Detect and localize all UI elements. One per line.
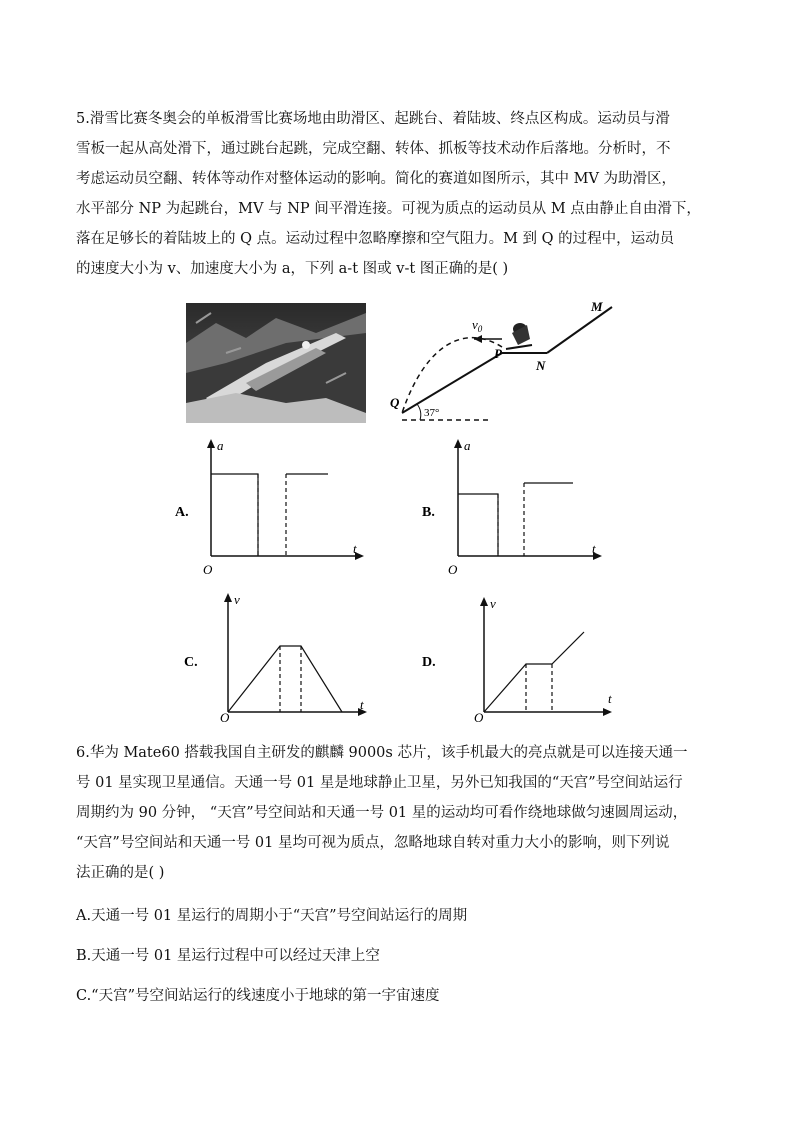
- velocity-arrowhead: [474, 335, 482, 343]
- y-axis-arrowhead: [207, 439, 215, 448]
- y-axis-label: v: [234, 592, 240, 607]
- origin-label: O: [474, 710, 484, 725]
- y-axis-label: a: [217, 438, 224, 453]
- origin-label: O: [220, 710, 230, 725]
- slope-diagram: [372, 295, 617, 430]
- skier-figure: [506, 323, 532, 349]
- trajectory-curve: [402, 338, 502, 413]
- point-m-label: M: [591, 299, 603, 314]
- origin-label: O: [448, 562, 458, 577]
- point-n-label: N: [536, 358, 546, 373]
- angle-label: 37°: [424, 407, 440, 419]
- option-a-letter: A.: [175, 505, 189, 520]
- question-5-line: 水平部分 NP 为起跳台，MV 与 NP 间平滑连接。可视为质点的运动员从 M 点由静止自由滑下，: [76, 201, 701, 217]
- question-6-line: 6.华为 Mate60 搭载我国自主研发的麒麟 9000s 芯片，该手机最大的亮点就是可以连接天通一: [76, 745, 688, 761]
- x-axis-label: t: [592, 541, 596, 556]
- graph-line: [228, 646, 342, 712]
- x-axis-label: t: [360, 697, 364, 712]
- question-6-line: 号 01 星实现卫星通信。天通一号 01 星是地球静止卫星，另外已知我国的“天宫”号空间站运行: [76, 775, 683, 791]
- option-c-graph[interactable]: [180, 588, 380, 728]
- question-6-option-a[interactable]: A.天通一号 01 星运行的周期小于“天宫”号空间站运行的周期: [76, 908, 468, 924]
- question-6-option-b[interactable]: B.天通一号 01 星运行过程中可以经过天津上空: [76, 948, 380, 964]
- origin-label: O: [203, 562, 213, 577]
- point-p-label: P: [494, 346, 502, 361]
- question-5-line: 落在足够长的着陆坡上的 Q 点。运动过程中忽略摩擦和空气阻力。M 到 Q 的过程中，运动员: [76, 231, 675, 247]
- question-6-line: 法正确的是( ): [76, 865, 165, 881]
- question-6-line: 周期约为 90 分钟， “天宫”号空间站和天通一号 01 星的运动均可看作绕地球做匀速圆周运动，: [76, 805, 688, 821]
- graph-segment-1: [458, 494, 498, 556]
- graph-segment-1: [211, 474, 258, 556]
- question-5-text: [76, 104, 726, 284]
- y-axis-label: a: [464, 438, 471, 453]
- option-d-letter: D.: [422, 655, 436, 670]
- question-5-line: 考虑运动员空翻、转体等动作对整体运动的影响。简化的赛道如图所示，其中 MV 为助滑区，: [76, 171, 677, 187]
- option-d-graph[interactable]: [418, 588, 628, 728]
- option-c-letter: C.: [184, 655, 198, 670]
- option-b-graph[interactable]: [418, 436, 618, 581]
- question-5-line: 的速度大小为 v、加速度大小为 a，下列 a-t 图或 v-t 图正确的是( ): [76, 261, 509, 277]
- ski-jump-photo: [186, 303, 366, 423]
- point-q-label: Q: [390, 395, 400, 410]
- question-6-option-c[interactable]: C.“天宫”号空间站运行的线速度小于地球的第一宇宙速度: [76, 988, 440, 1004]
- question-6-text: [76, 738, 726, 888]
- v0-label: $v_0$: [472, 317, 483, 334]
- question-5-line: 雪板一起从高处滑下，通过跳台起跳，完成空翻、转体、抓板等技术动作后落地。分析时，不: [76, 141, 671, 157]
- question-6-line: “天宫”号空间站和天通一号 01 星均可视为质点，忽略地球自转对重力大小的影响，则下列说: [76, 835, 670, 851]
- option-a-graph[interactable]: [165, 436, 365, 581]
- graph-line: [484, 632, 584, 712]
- y-axis-label: v: [490, 596, 496, 611]
- x-axis-label: t: [353, 541, 357, 556]
- question-5-line: 5.滑雪比赛冬奥会的单板滑雪比赛场地由助滑区、起跳台、着陆坡、终点区构成。运动员与滑: [76, 111, 670, 127]
- x-axis-label: t: [608, 691, 612, 706]
- option-b-letter: B.: [422, 505, 435, 520]
